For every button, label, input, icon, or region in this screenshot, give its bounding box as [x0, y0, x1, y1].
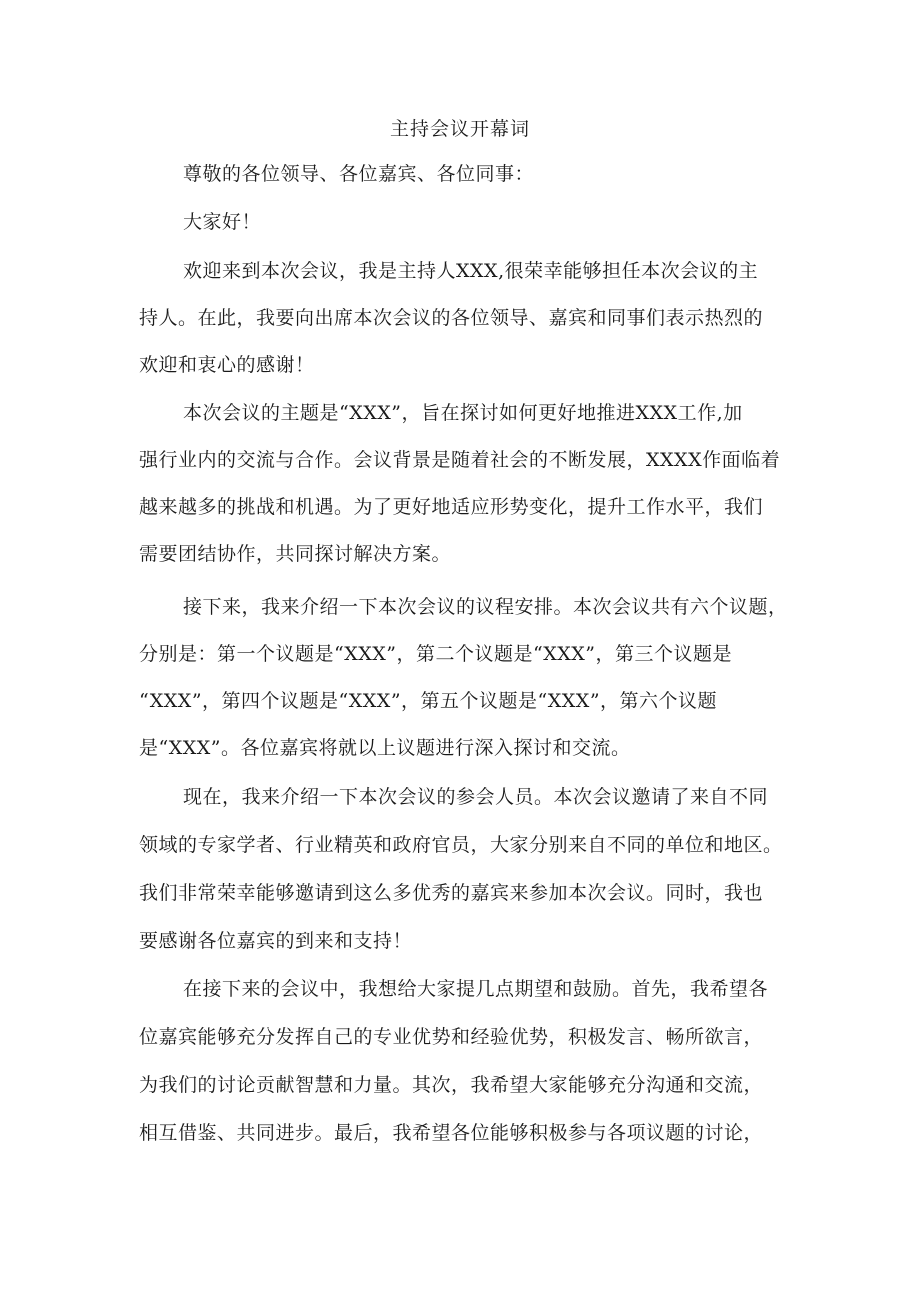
- paragraph-4-line-1: 现在，我来介绍一下本次会议的参会人员。本次会议邀请了来自不同: [183, 786, 769, 808]
- document-title: 主持会议开幕词: [389, 118, 530, 140]
- paragraph-4-line-4: 要感谢各位嘉宾的到来和支持！: [139, 930, 413, 952]
- greeting-line: 大家好！: [183, 211, 262, 233]
- paragraph-2-line-1: 本次会议的主题是“XXX”，旨在探讨如何更好地推进XXX工作,加: [183, 402, 743, 424]
- paragraph-1-line-1: 欢迎来到本次会议，我是主持人XXX,很荣幸能够担任本次会议的主: [183, 260, 759, 282]
- paragraph-5-line-1: 在接下来的会议中，我想给大家提几点期望和鼓励。首先，我希望各: [183, 978, 769, 1000]
- paragraph-2-line-4: 需要团结协作，共同探讨解决方案。: [139, 543, 452, 565]
- paragraph-5-line-4: 相互借鉴、共同进步。最后，我希望各位能够积极参与各项议题的讨论，: [139, 1122, 764, 1144]
- salutation-line: 尊敬的各位领导、各位嘉宾、各位同事：: [183, 163, 535, 185]
- paragraph-2-line-2: 强行业内的交流与合作。会议背景是随着社会的不断发展，XXXX作面临着: [139, 449, 781, 471]
- paragraph-1-line-2: 持人。在此，我要向出席本次会议的各位领导、嘉宾和同事们表示热烈的: [139, 307, 764, 329]
- paragraph-2-line-3: 越来越多的挑战和机遇。为了更好地适应形势变化，提升工作水平，我们: [139, 496, 764, 518]
- paragraph-3-line-2: 分别是：第一个议题是“XXX”，第二个议题是“XXX”，第三个议题是: [139, 643, 733, 665]
- paragraph-3-line-1: 接下来，我来介绍一下本次会议的议程安排。本次会议共有六个议题，: [183, 596, 788, 618]
- paragraph-5-line-3: 为我们的讨论贡献智慧和力量。其次，我希望大家能够充分沟通和交流，: [139, 1074, 764, 1096]
- paragraph-4-line-2: 领域的专家学者、行业精英和政府官员，大家分别来自不同的单位和地区。: [139, 834, 783, 856]
- paragraph-1-line-3: 欢迎和衷心的感谢！: [139, 354, 315, 376]
- paragraph-3-line-3: “XXX”，第四个议题是“XXX”，第五个议题是“XXX”，第六个议题: [139, 690, 718, 712]
- paragraph-3-line-4: 是“XXX”。各位嘉宾将就以上议题进行深入探讨和交流。: [139, 737, 631, 759]
- paragraph-5-line-2: 位嘉宾能够充分发挥自己的专业优势和经验优势，积极发言、畅所欲言，: [139, 1026, 764, 1048]
- paragraph-4-line-3: 我们非常荣幸能够邀请到这么多优秀的嘉宾来参加本次会议。同时，我也: [139, 882, 764, 904]
